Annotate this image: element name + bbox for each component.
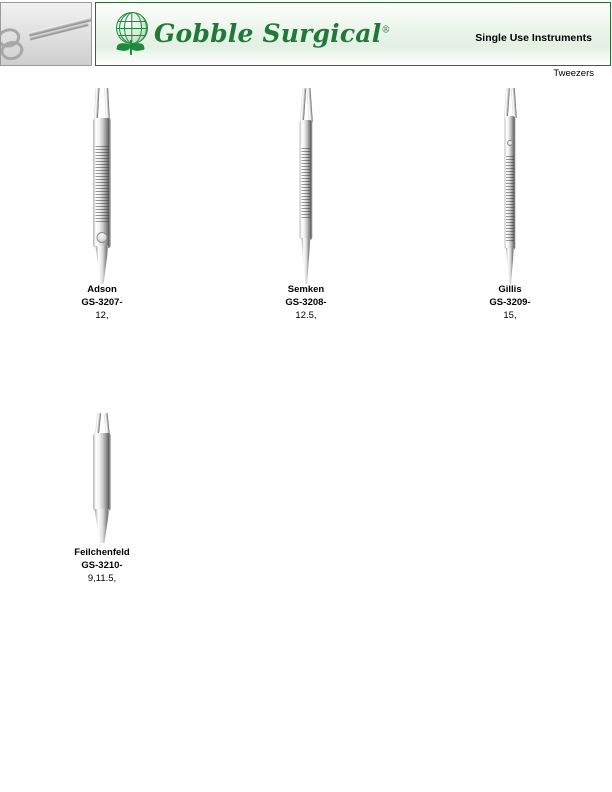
product-caption [408,284,612,322]
globe-parallel-2 [116,28,146,29]
header-thumbnail [0,2,92,66]
product-caption [0,284,204,322]
product-cell-adson[interactable] [0,84,204,322]
header-title: Single Use Instruments [475,32,592,44]
product-code: GS-3207- [81,296,123,308]
product-image-gillis [408,84,612,284]
tweezer-gillis-icon [497,88,523,284]
product-code: GS-3208- [285,296,327,308]
product-cell-semken[interactable] [204,84,408,322]
product-row [0,347,612,610]
page-header [0,0,612,68]
product-image-semken [204,84,408,284]
globe-parallel-1 [116,21,146,22]
scissors-thumbnail-icon [0,5,92,59]
product-code: GS-3209- [489,296,531,308]
brand-name-text: Gobble Surgical [154,19,382,48]
product-sizes: 12, [95,309,109,321]
section-caption: Tweezers [553,68,594,79]
product-row [0,84,612,347]
product-name: Semken [287,284,325,295]
product-cell-gillis[interactable] [408,84,612,322]
product-image-adson [0,84,204,284]
registered-mark: ® [381,25,391,36]
product-grid [0,84,612,610]
brand-name [154,19,391,48]
tweezer-adson-icon [87,88,117,284]
logo-leaf-right [130,42,144,53]
product-sizes: 9,11.5, [87,572,117,584]
product-image-feilchenfeld [0,347,204,547]
product-caption [204,284,408,322]
product-caption [0,547,204,585]
header-band [95,2,611,66]
logo-leaf-left [116,42,130,53]
product-sizes: 12.5, [295,309,317,321]
globe-tree-logo-icon [112,12,150,56]
product-name: Feilchenfeld [74,547,130,558]
product-code: GS-3210- [81,559,123,571]
product-sizes: 15, [503,309,517,321]
tweezer-feilchenfeld-icon [87,413,117,543]
globe-sphere [116,12,148,44]
product-name: Adson [87,284,117,295]
product-cell-feilchenfeld[interactable] [0,347,204,585]
globe-parallel-3 [116,35,146,36]
product-name: Gillis [498,284,522,295]
tweezer-semken-icon [292,88,320,284]
